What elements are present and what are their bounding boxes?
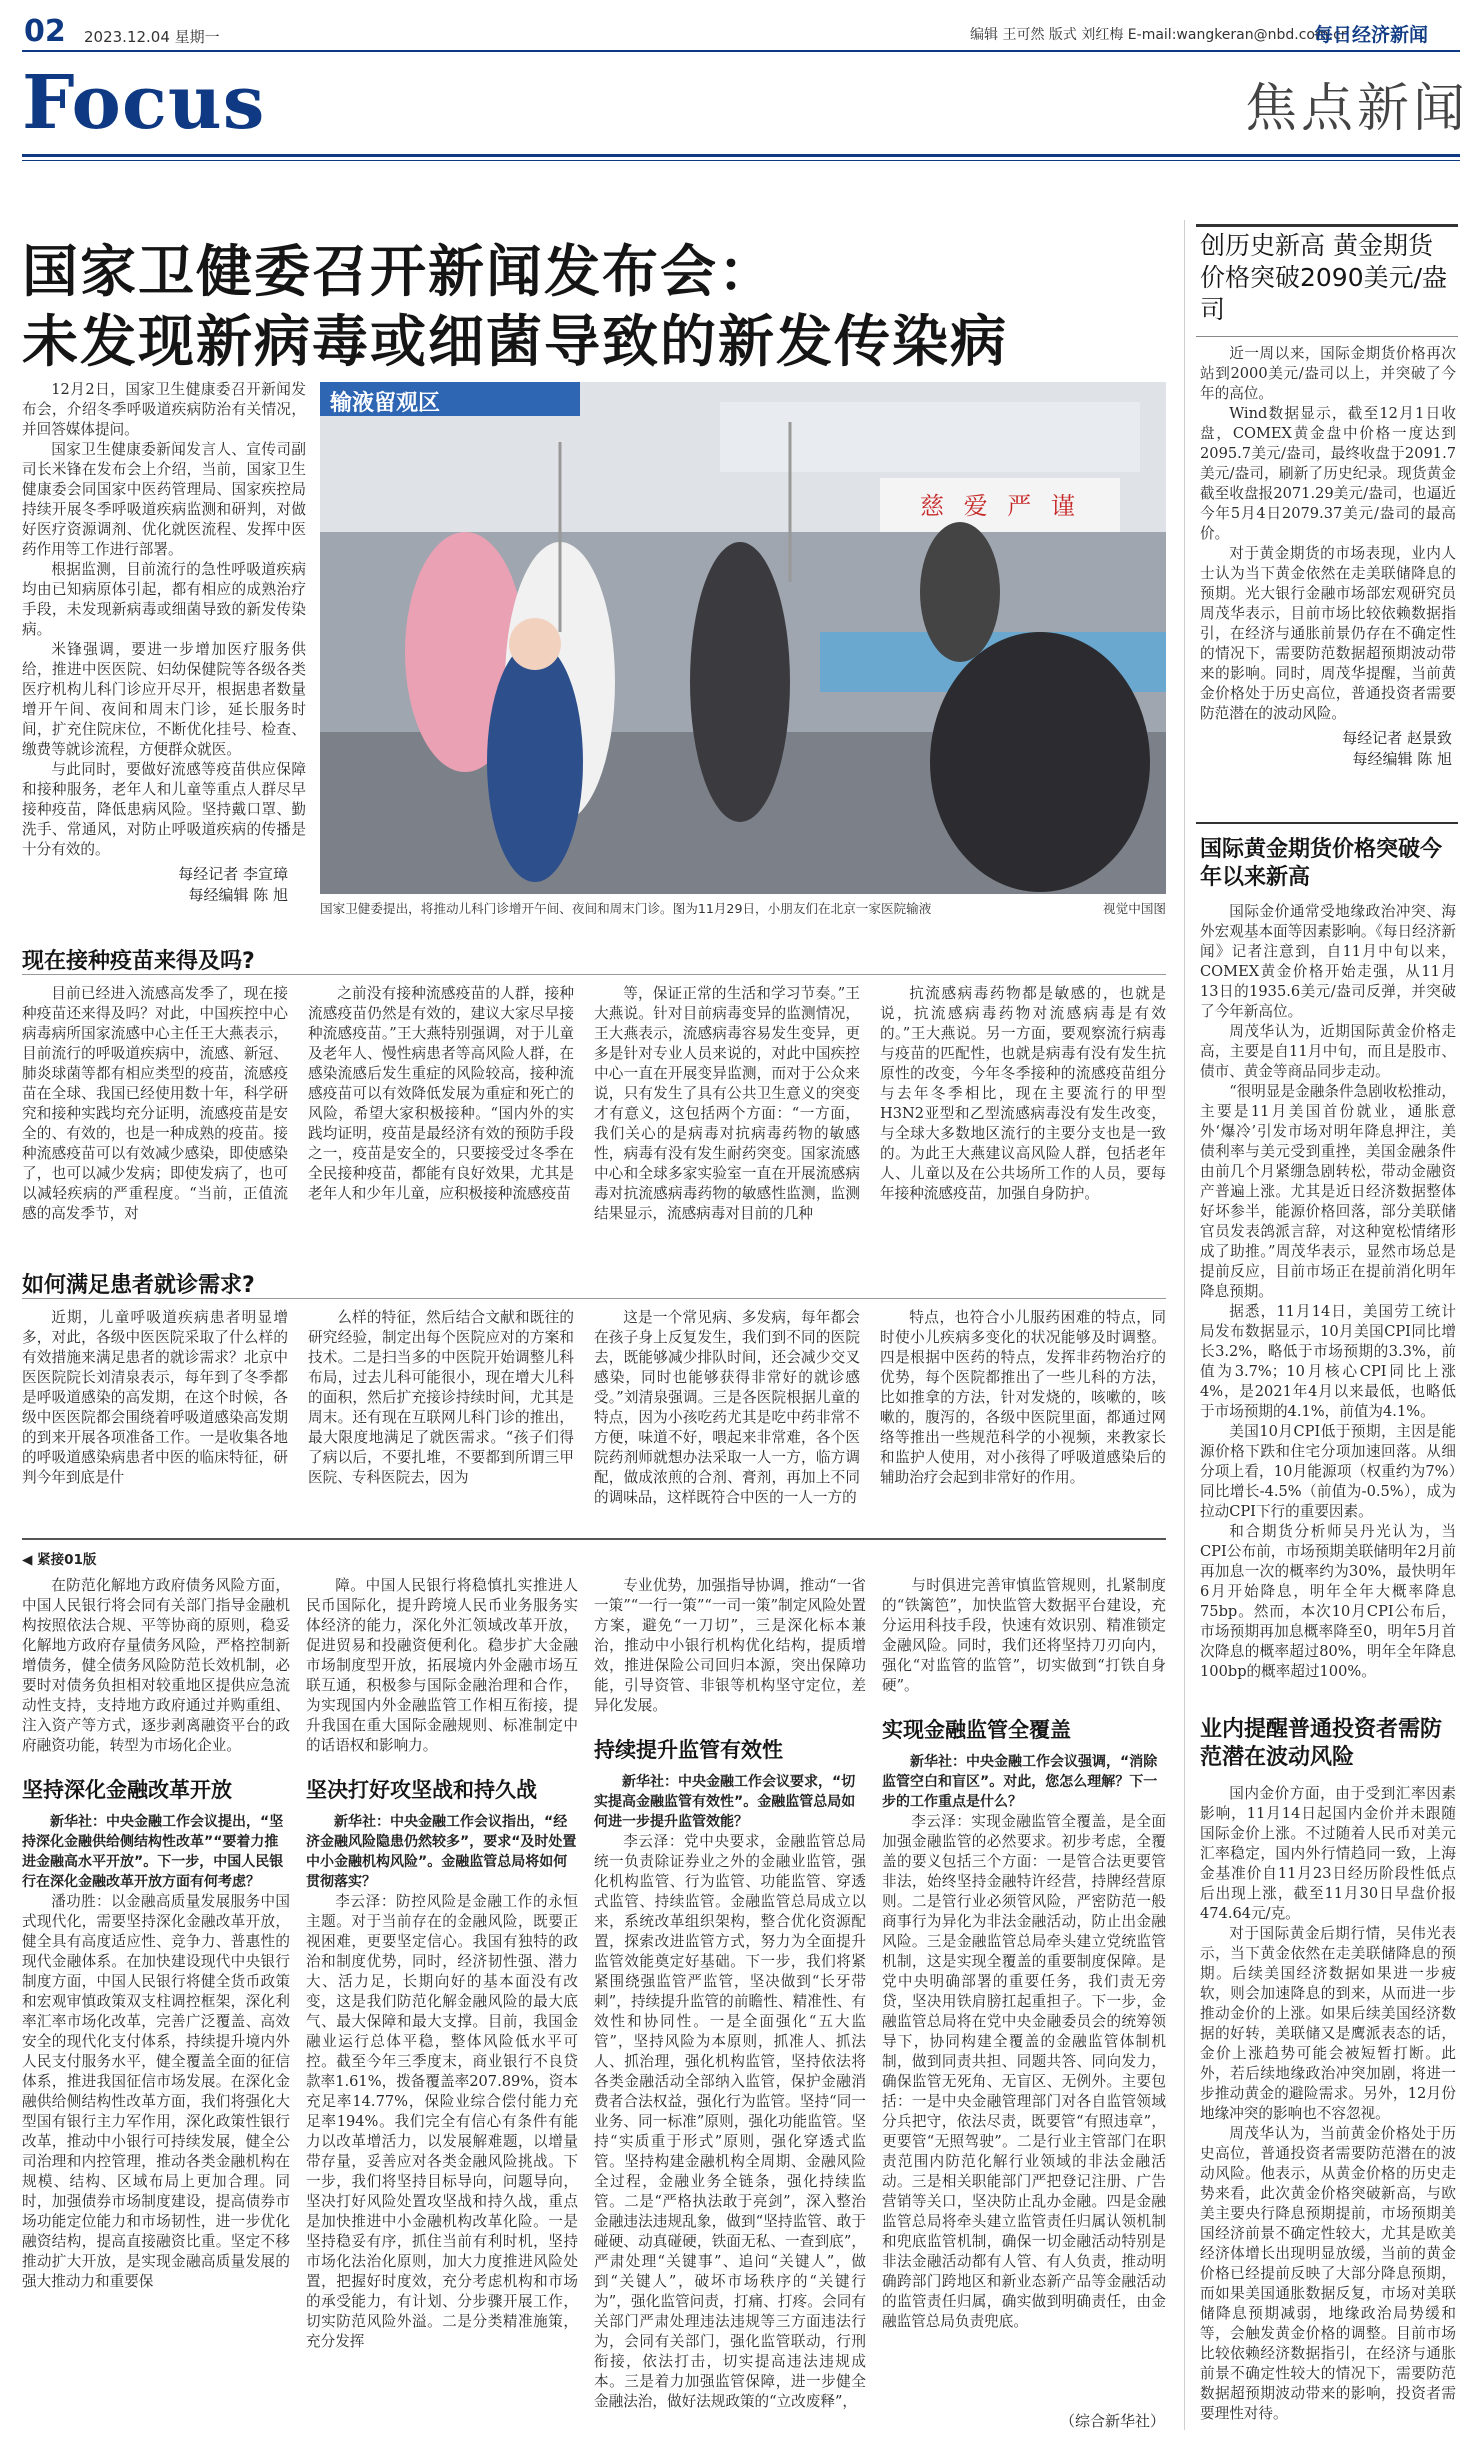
vaccine-column-2 — [308, 984, 574, 1234]
finance-column-3 — [594, 1576, 866, 2426]
vaccine-text: 目前已经进入流感高发季了，现在接种疫苗还来得及吗？对此，中国疾控中心病毒病所国家流感中心主任王大燕表示，目前流行的呼吸道疾病中，流感、新冠、肺炎球菌等都有相应类型的疫苗，流感疫苗在全球、我国已经使用数十年，科学研究和接种实践均充分证明，流感疫苗是安全的、有效的，也是一种成熟的疫苗。接种流感疫苗可以有效减少感染，即使感染了，也可以减少发病；即使发病了，也可以减轻疾病的严重程度。“当前，正值流感的高发季节，对 — [22, 985, 288, 1222]
reporter-credit: 每经记者 赵景致 — [1342, 729, 1452, 747]
intro-paragraph: 根据监测，目前流行的急性呼吸道疾病均由已知病原体引起，都有相应的成熟治疗手段，未发现新病毒或细菌导致的新发传染病。 — [22, 561, 306, 638]
photo-banner-text: 慈 爱 严 谨 — [920, 492, 1081, 520]
source-tag: （综合新华社） — [1060, 2412, 1166, 2430]
risk-heading: 坚决打好攻坚战和持久战 — [306, 1778, 537, 1802]
paper-name: 每日经济新闻 — [1314, 24, 1429, 46]
finance-paragraph: 在防范化解地方政府债务风险方面，中国人民银行将会同有关部门指导金融机构按照依法合规、平等协商的原则，稳妥化解地方政府存量债务风险，严格控制新增债务，健全债务风险防范长效机制，必要时对债务负担相对较重地区提供应急流动性支持，支持地方政府通过并购重组、注入资产等方式，逐步剥离融资平台的政府融资功能，转型为市场化企业。 — [22, 1577, 290, 1754]
supervision-heading: 持续提升监管有效性 — [594, 1738, 783, 1762]
lead-byline — [22, 864, 288, 906]
banner-rule-thin — [22, 160, 1460, 161]
vaccine-column-1 — [22, 984, 288, 1234]
demand-heading: 如何满足患者就诊需求? — [22, 1273, 255, 1298]
finance-column-1 — [22, 1576, 290, 2426]
editor-credit: 每经编辑 陈 旭 — [188, 886, 288, 904]
continued-from-label: ◀ 紧接01版 — [22, 1552, 97, 1568]
sidebar-paragraph: 国际金价通常受地缘政治冲突、海外宏观基本面等因素影响。《每日经济新闻》记者注意到，自11月中旬以来，COMEX黄金价格开始走强，从11月13日的1935.6美元/盎司反弹，并突破了今年新高位。 — [1200, 903, 1456, 1020]
finance-intro-text — [22, 1576, 290, 1756]
demand-text: 特点，也符合小儿服药困难的特点，同时使小儿疾病多变化的状况能够及时调整。四是根据中医药的特点，发挥非药物治疗的优势，每个医院都推出了一些儿科的方法，比如推拿的方法，针对发烧的，咳嗽的，咳嗽的，腹泻的，各级中医院里面，都通过网络等推出一些规范科学的小视频，来教家长和监护人使用，对小孩得了呼吸道感染后的辅助治疗会起到非常好的作用。 — [880, 1309, 1166, 1486]
editor-credits: 编辑 王可然 版式 刘红梅 E-mail:wangkeran@nbd.com.cn — [970, 27, 1350, 43]
photo-illustration — [320, 382, 1166, 894]
finance-column-2 — [306, 1576, 578, 2426]
banner-rule — [22, 154, 1460, 157]
photo-caption: 国家卫健委提出，将推动儿科门诊增开午间、夜间和周末门诊。图为11月29日，小朋友们在北京一家医院输液 — [320, 901, 932, 916]
reform-heading: 坚持深化金融改革开放 — [22, 1778, 232, 1802]
intro-paragraph: 与此同时，要做好流感等疫苗供应保障和接种服务，老年人和儿童等重点人群尽早接种疫苗，降低患病风险。坚持戴口罩、勤洗手、常通风，对防止呼吸道疾病的传播是十分有效的。 — [22, 761, 306, 858]
vaccine-column-3 — [594, 984, 860, 1234]
answer-text: 李云泽：党中央要求，金融监管总局统一负责除证券业之外的金融业监管，强化机构监管、行为监管、功能监管、穿透式监管、持续监管。金融监管总局成立以来，系统改革组织架构，整合优化资源配置，探索改进监管方式，努力为全面提升监管效能奠定好基础。下一步，我们将紧紧围绕强监管严监管，坚决做到“长牙带刺”，持续提升监管的前瞻性、精准性、有效性和协同性。一是全面强化“五大监管”，坚持风险为本原则，抓准人、抓法人、抓治理，强化机构监管，坚持依法将各类金融活动全部纳入监管，保护金融消费者合法权益，强化行为监管。坚持“同一业务、同一标准”原则，强化功能监管。坚持“实质重于形式”原则，强化穿透式监管。坚持构建金融机构全周期、金融风险全过程，金融业务全链条，强化持续监管。二是“严格执法敢于亮剑”，深入整治金融违法违规乱象，做到“坚持监管、敢于碰硬、动真碰硬，铁面无私、一查到底”，严肃处理“关键事”、追问“关键人”，做到“关键人”，破坏市场秩序的“关键行为”，强化监管问责，打痛、打疼。会同有关部门严肃处理违法违规等三方面违法行为，会同有关部门，强化监管联动，行刑衔接，依法打击，切实提高违法违规成本。三是着力加强监管保障，进一步健全金融法治，做好法规政策的“立改废释”， — [594, 1833, 866, 2410]
finance-paragraph: 与时俱进完善审慎监管规则，扎紧制度的“铁篱笆”，加快监管大数据平台建设，充分运用科技手段，快速有效识别、精准锁定金融风险。同时，我们还将坚持刀刃向内，强化“对监管的监管”，切实做到“打铁自身硬”。 — [882, 1577, 1166, 1694]
finance-col2-top — [306, 1576, 578, 1756]
finance-column-4 — [882, 1576, 1166, 2406]
vaccine-column-4 — [880, 984, 1166, 1234]
question-text: 新华社：中央金融工作会议要求，“切实提高金融监管有效性”。金融监管总局如何进一步提升监管效能？ — [594, 1774, 856, 1830]
demand-rule — [22, 1298, 1166, 1299]
sidebar-separator — [1196, 822, 1458, 824]
sidebar-story2-body — [1200, 902, 1456, 1702]
coverage-question — [882, 1752, 1166, 1812]
photo-credit: 视觉中国图 — [1103, 901, 1166, 916]
sidebar-paragraph: 近一周以来，国际金期货价格再次站到2000美元/盎司以上，并突破了今年的高位。 — [1200, 345, 1456, 402]
sidebar-paragraph: 和合期货分析师吴丹光认为，当CPI公布前，市场预期美联储明年2月前再加息一次的概率约为30%，最快明年6月开始降息，明年全年大概率降息75bp。然而，本次10月CPI公布后，市场预期再加息概率降至0，明年5月首次降息的概率超过80%，明年全年降息100bp的概率超过100%。 — [1200, 1523, 1456, 1680]
section-title: 焦点新闻 — [1245, 79, 1470, 139]
risk-answer — [306, 1892, 578, 2352]
demand-text: 近期，儿童呼吸道疾病患者明显增多，对此，各级中医医院采取了什么样的有效措施来满足患者的就诊需求？北京中医医院院长刘清泉表示，每年到了冬季都是呼吸道感染的高发期，在这个时候，各级中医医院都会围绕着呼吸道感染高发期的到来开展各项准备工作。一是收集各地的呼吸道感染病患者中医的临床特征，研判今年到底是什 — [22, 1309, 288, 1486]
page-number: 02 — [24, 14, 66, 49]
intro-paragraph: 米锋强调，要进一步增加医疗服务供给，推进中医医院、妇幼保健院等各级各类医疗机构儿科门诊应开尽开，根据患者数量增开午间、夜间和周末门诊，延长服务时间，扩充住院床位，不断优化挂号、检查、缴费等就诊流程，方便群众就医。 — [22, 641, 306, 758]
sidebar-paragraph: 周茂华认为，近期国际黄金价格走高，主要是自11月中旬，而且是股市、债市、黄金等商品同步走动。 — [1200, 1023, 1456, 1080]
sidebar-paragraph: 周茂华认为，当前黄金价格处于历史高位，普通投资者需要防范潜在的波动风险。他表示，从黄金价格的历史走势来看，此次黄金价格突破新高，与欧美主要央行降息预期提前，市场预期美国经济前景不确定性较大，尤其是欧美经济体增长出现明显放缓，当前的黄金价格已经提前反映了大部分降息预期，而如果美国通胀数据反复，市场对美联储降息预期减弱，地缘政治局势缓和等，会触发黄金价格的调整。目前市场比较依赖经济数据指引，在经济与通胀前景不确定性较大的情况下，需要防范数据超预期波动带来的影响，投资者需要理性对待。 — [1200, 2125, 1456, 2422]
lead-intro — [22, 380, 306, 860]
sidebar-paragraph: 对于国际黄金后期行情，吴伟光表示，当下黄金依然在走美联储降息的预期。后续美国经济数据如果进一步疲软，则会加速降息的到来，从而进一步推动金价的上涨。如果后续美国经济数据的好转，美联储又是鹰派表态的话，金价上涨趋势可能会被短暂打断。此外，若后续地缘政治冲突加剧，将进一步推动黄金的避险需求。另外，12月份地缘冲突的影响也不容忽视。 — [1200, 1925, 1456, 2122]
demand-text: 么样的特征，然后结合文献和既往的研究经验，制定出每个医院应对的方案和技术。二是扫当多的中医院开始调整儿科布局，过去儿科可能很小，现在增大儿科的面积，然后扩充接诊持续时间，尤其是周末。还有现在互联网儿科门诊的推出，最大限度地满足了就医需求。“孩子们得了病以后，不要扎堆，不要都到所谓三甲医院、专科医院去，因为 — [308, 1309, 574, 1486]
reform-answer — [22, 1892, 290, 2292]
vaccine-rule — [22, 974, 1166, 975]
finance-paragraph: 障。中国人民银行将稳慎扎实推进人民币国际化，提升跨境人民币业务服务实体经济的能力，深化外汇领域改革开放，促进贸易和投融资便利化。稳步扩大金融市场制度型开放，拓展境内外金融市场互联互通，积极参与国际金融治理和合作，为实现国内外金融监管工作相互衔接，提升我国在重大国际金融规则、标准制定中的话语权和影响力。 — [306, 1577, 578, 1754]
vaccine-heading: 现在接种疫苗来得及吗? — [22, 949, 255, 974]
demand-column-2 — [308, 1308, 574, 1518]
demand-text: 这是一个常见病、多发病，每年都会在孩子身上反复发生，我们到不同的医院去，既能够减少排队时间，还会减少交叉感染，同时也能够获得非常好的就诊感受。”刘清泉强调。三是各医院根据儿童的特点，因为小孩吃药尤其是吃中药非常不方便，味道不好，喂起来非常难，各个医院药剂师就想办法采取一人一方，临方调配，做成浓煎的合剂、膏剂，再加上不同的调味品，这样既符合中医的一人一方的 — [594, 1309, 860, 1506]
risk-question — [306, 1812, 578, 1892]
sidebar-paragraph: 国内金价方面，由于受到汇率因素影响，11月14日起国内金价并未跟随国际金价上涨。不过随着人民币对美元汇率稳定，国内外行情趋同一致，上海金基准价自11月23日经历阶段性低点后出现上涨，截至11月30日早盘价报474.64元/克。 — [1200, 1785, 1456, 1922]
sidebar-story1-title: 创历史新高 黄金期货价格突破2090美元/盎司 — [1200, 231, 1448, 324]
sidebar-paragraph: Wind数据显示，截至12月1日收盘，COMEX黄金盘中价格一度达到2095.7美元/盎司，最终收盘于2091.7美元/盎司，刷新了历史纪录。现货黄金截至收盘报2071.29美元/盎司，也逼近今年5月4日2079.37美元/盎司的最高价。 — [1200, 405, 1456, 542]
demand-column-4 — [880, 1308, 1166, 1518]
intro-paragraph: 12月2日，国家卫生健康委召开新闻发布会，介绍冬季呼吸道疾病防治有关情况，并回答媒体提问。 — [22, 381, 306, 438]
header-rule — [22, 50, 1460, 52]
question-text: 新华社：中央金融工作会议提出，“坚持深化金融供给侧结构性改革”“要着力推进金融高水平开放”。下一步，中国人民银行在深化金融改革开放方面有何考虑？ — [22, 1814, 284, 1890]
sidebar-story1-byline — [1200, 728, 1452, 770]
sidebar-divider — [1184, 220, 1185, 2430]
issue-date: 2023.12.04 星期一 — [84, 28, 220, 46]
sidebar-story3-title: 业内提醒普通投资者需防范潜在波动风险 — [1200, 1717, 1443, 1770]
sidebar-paragraph: “很明显是金融条件急剧收松推动，主要是11月美国首份就业，通胀意外‘爆冷’引发市场对明年降息押注，美债利率与美元受到重挫，美国金融条件由前几个月紧绷急剧转松，带动金融资产普遍上涨。尤其是近日经济数据整体好坏参半，能源价格回落，部分美联储官员发表鸽派言辞，对这种宽松情绪形成了助推。”周茂华表示，显然市场总是提前反应，目前市场正在提前消化明年降息预期。 — [1200, 1083, 1456, 1300]
sidebar-story1-body — [1200, 344, 1456, 722]
finance-paragraph: 专业优势，加强指导协调，推动“一省一策”“一行一策”“一司一策”制定风险处置方案，避免“一刀切”，三是深化标本兼治，推动中小银行机构优化结构，提质增效，推进保险公司回归本源，突出保障功能，引导资管、非银等机构坚守定位，差异化发展。 — [594, 1577, 866, 1714]
photo-caption-row — [320, 898, 1166, 917]
photo-sign-text: 输液留观区 — [330, 391, 441, 416]
question-text: 新华社：中央金融工作会议指出，“经济金融风险隐患仍然较多”，要求“及时处置中小金融机构风险”。金融监管总局将如何贯彻落实？ — [306, 1814, 577, 1890]
finance-col4-top — [882, 1576, 1166, 1696]
hospital-infusion-photo — [320, 382, 1166, 894]
vaccine-text: 等，保证正常的生活和学习节奏。”王大燕说。针对目前病毒变异的监测情况，王大燕表示，流感病毒容易发生变异，更多是针对专业人员来说的，对此中国疾控中心一直在开展变异监测，而对于公众来说，只有发生了具有公共卫生意义的突变才有意义，这包括两个方面：“一方面，我们关心的是病毒对抗病毒药物的敏感性，病毒有没有发生耐药突变。国家流感中心和全球多家实验室一直在开展流感病毒对抗流感病毒药物的敏感性监测，监测结果显示，流感病毒对目前的几种 — [594, 985, 860, 1222]
coverage-heading: 实现金融监管全覆盖 — [882, 1718, 1071, 1742]
sidebar-story2-title: 国际黄金期货价格突破今年以来新高 — [1200, 837, 1443, 890]
supervision-question — [594, 1772, 866, 1832]
page-header — [24, 14, 1458, 54]
vaccine-text: 抗流感病毒药物都是敏感的，也就是说，抗流感病毒药物对流感病毒是有效的。”王大燕说。另一方面，要观察流行病毒与疫苗的匹配性，也就是病毒有没有发生抗原性的改变，今年冬季接种的流感疫苗组分与去年冬季相比，现在主要流行的甲型H3N2亚型和乙型流感病毒没有发生改变，与全球大多数地区流行的主要分支也是一致的。为此王大燕建议高风险人群，包括老年人、儿童以及在公共场所工作的人员，要每年接种流感疫苗，加强自身防护。 — [880, 985, 1166, 1202]
sidebar-story3-body — [1200, 1784, 1456, 2430]
headline-line-1: 国家卫健委召开新闻发布会： — [22, 240, 776, 305]
vaccine-text: 之前没有接种流感疫苗的人群，接种流感疫苗仍然是有效的，建议大家尽早接种流感疫苗。”王大燕特别强调，对于儿童及老年人、慢性病患者等高风险人群，在感染流感后发生重症的风险较高，接种流感疫苗可以有效降低发展为重症和死亡的风险，希望大家积极接种。“国内外的实践均证明，疫苗是最经济有效的预防手段之一，疫苗是安全的，只要接受过冬季在全民接种疫苗，都能有良好效果，尤其是老年人和少年儿童，应积极接种流感疫苗 — [308, 985, 574, 1202]
supervision-answer — [594, 1832, 866, 2412]
reform-question — [22, 1812, 290, 1892]
finance-col3-top — [594, 1576, 866, 1716]
sidebar-paragraph: 对于黄金期货的市场表现，业内人士认为当下黄金依然在走美联储降息的预期。光大银行金融市场部宏观研究员周茂华表示，目前市场比较依赖数据指引，在经济与通胀前景仍存在不确定性的情况下，需要防范数据超预期波动带来的影响。同时，周茂华提醒，当前黄金价格处于历史高位，普通投资者需要防范潜在的波动风险。 — [1200, 545, 1456, 722]
focus-label: Focus — [22, 60, 266, 146]
sidebar-paragraph: 美国10月CPI低于预期，主因是能源价格下跌和住宅分项加速回落。从细分项上看，10月能源项（权重约为7%）同比增长-4.5%（前值为-0.5%），成为拉动CPI下行的重要因素。 — [1200, 1423, 1456, 1520]
sidebar-story1-rule — [1196, 224, 1458, 227]
reporter-credit: 每经记者 李宣璋 — [178, 865, 288, 883]
finance-top-rule — [22, 1538, 1166, 1540]
answer-text: 李云泽：防控风险是金融工作的永恒主题。对于当前存在的金融风险，既要正视困难，更要坚定信心。我国有独特的政治和制度优势，同时，经济韧性强、潜力大、活力足，长期向好的基本面没有改变，这是我们防范化解金融风险的最大底气、最大保障和最大支撑。目前，我国金融业运行总体平稳，整体风险低水平可控。截至今年三季度末，商业银行不良贷款率1.61%，拨备覆盖率207.89%，资本充足率14.77%，保险业综合偿付能力充足率194%。我们完全有信心有条件有能力以改革增活力，以发展解难题，以增量带存量，妥善应对各类金融风险挑战。下一步，我们将坚持目标导向，问题导向，坚决打好风险处置攻坚战和持久战，重点是加快推进中小金融机构改革化险。一是坚持稳妥有序，抓住当前有利时机，坚持市场化法治化原则，加大力度推进风险处置，把握好时度效，充分考虑机构和市场的承受能力，有计划、分步骤开展工作，切实防范风险外溢。二是分类精准施策，充分发挥 — [306, 1893, 578, 2350]
answer-text: 李云泽：实现金融监管全覆盖，是全面加强金融监管的必然要求。初步考虑，全覆盖的要义包括三个方面：一是管合法更要管非法，始终坚持金融特许经营，持牌经营原则。二是管行业必须管风险，严密防范一般商事行为异化为非法金融活动，防止出金融风险。三是金融监管总局牵头建立党统监管机制，这是实现全覆盖的重要制度保障。是党中央明确部署的重要任务，我们责无旁贷，坚决用铁肩膀扛起重担子。下一步，金融监管总局将在党中央金融委员会的统筹领导下，协同构建全覆盖的金融监管体制机制，做到同责共担、同题共答、同向发力，确保监管无死角、无盲区、无例外。主要包括：一是中央金融管理部门对各自监管领域分兵把守，依法尽责，既要管“有照违章”，更要管“无照驾驶”。二是行业主管部门在职责范围内防范化解行业领域的非法金融活动。三是相关职能部门严把登记注册、广告营销等关口，坚决防止乱办金融。四是金融监管总局将牵头建立监管责任归属认领机制和兜底监管机制，确保一切金融活动特别是非法金融活动都有人管、有人负责，推动明确跨部门跨地区和新业态新产品等金融活动的监管责任归属，确实做到明确责任，由金融监管总局负责兜底。 — [882, 1813, 1166, 2330]
sidebar-story1-title-rule — [1196, 336, 1458, 337]
demand-column-3 — [594, 1308, 860, 1518]
question-text: 新华社：中央金融工作会议强调，“消除监管空白和盲区”。对此，您怎么理解？下一步的工作重点是什么？ — [882, 1754, 1158, 1810]
editor-credit: 每经编辑 陈 旭 — [1352, 750, 1452, 768]
answer-text: 潘功胜：以金融高质量发展服务中国式现代化，需要坚持深化金融改革开放，健全具有高度适应性、竞争力、普惠性的现代金融体系。在加快建设现代中央银行制度方面，中国人民银行将健全货币政策和宏观审慎政策双支柱调控框架，深化利率汇率市场化改革，完善广泛覆盖、高效安全的现代化支付体系，持续提升境内外人民支付服务水平，健全覆盖全面的征信体系，推进我国征信市场发展。在深化金融供给侧结构性改革方面，我们将强化大型国有银行主力军作用，深化政策性银行改革，推动中小银行可持续发展，健全公司治理和内控管理，推动各类金融机构在规模、结构、区域布局上更加合理。同时，加强债券市场制度建设，提高债券市场功能定位能力和市场韧性，进一步优化融资结构，提高直接融资比重。坚定不移推动扩大开放，是实现金融高质量发展的强大推动力和重要保 — [22, 1893, 290, 2290]
coverage-answer — [882, 1812, 1166, 2332]
intro-paragraph: 国家卫生健康委新闻发言人、宣传司副司长米锋在发布会上介绍，当前，国家卫生健康委会同国家中医药管理局、国家疾控局持续开展冬季呼吸道疾病监测和研判，对做好医疗资源调剂、优化就医流程、发挥中医药作用等工作进行部署。 — [22, 441, 306, 558]
demand-column-1 — [22, 1308, 288, 1518]
sidebar-paragraph: 据悉，11月14日，美国劳工统计局发布数据显示，10月美国CPI同比增长3.2%，略低于市场预期的3.3%，前值为3.7%；10月核心CPI同比上涨4%，是2021年4月以来最低，也略低于市场预期的4.1%，前值为4.1%。 — [1200, 1303, 1456, 1420]
headline-line-2: 未发现新病毒或细菌导致的新发传染病 — [22, 310, 1008, 375]
